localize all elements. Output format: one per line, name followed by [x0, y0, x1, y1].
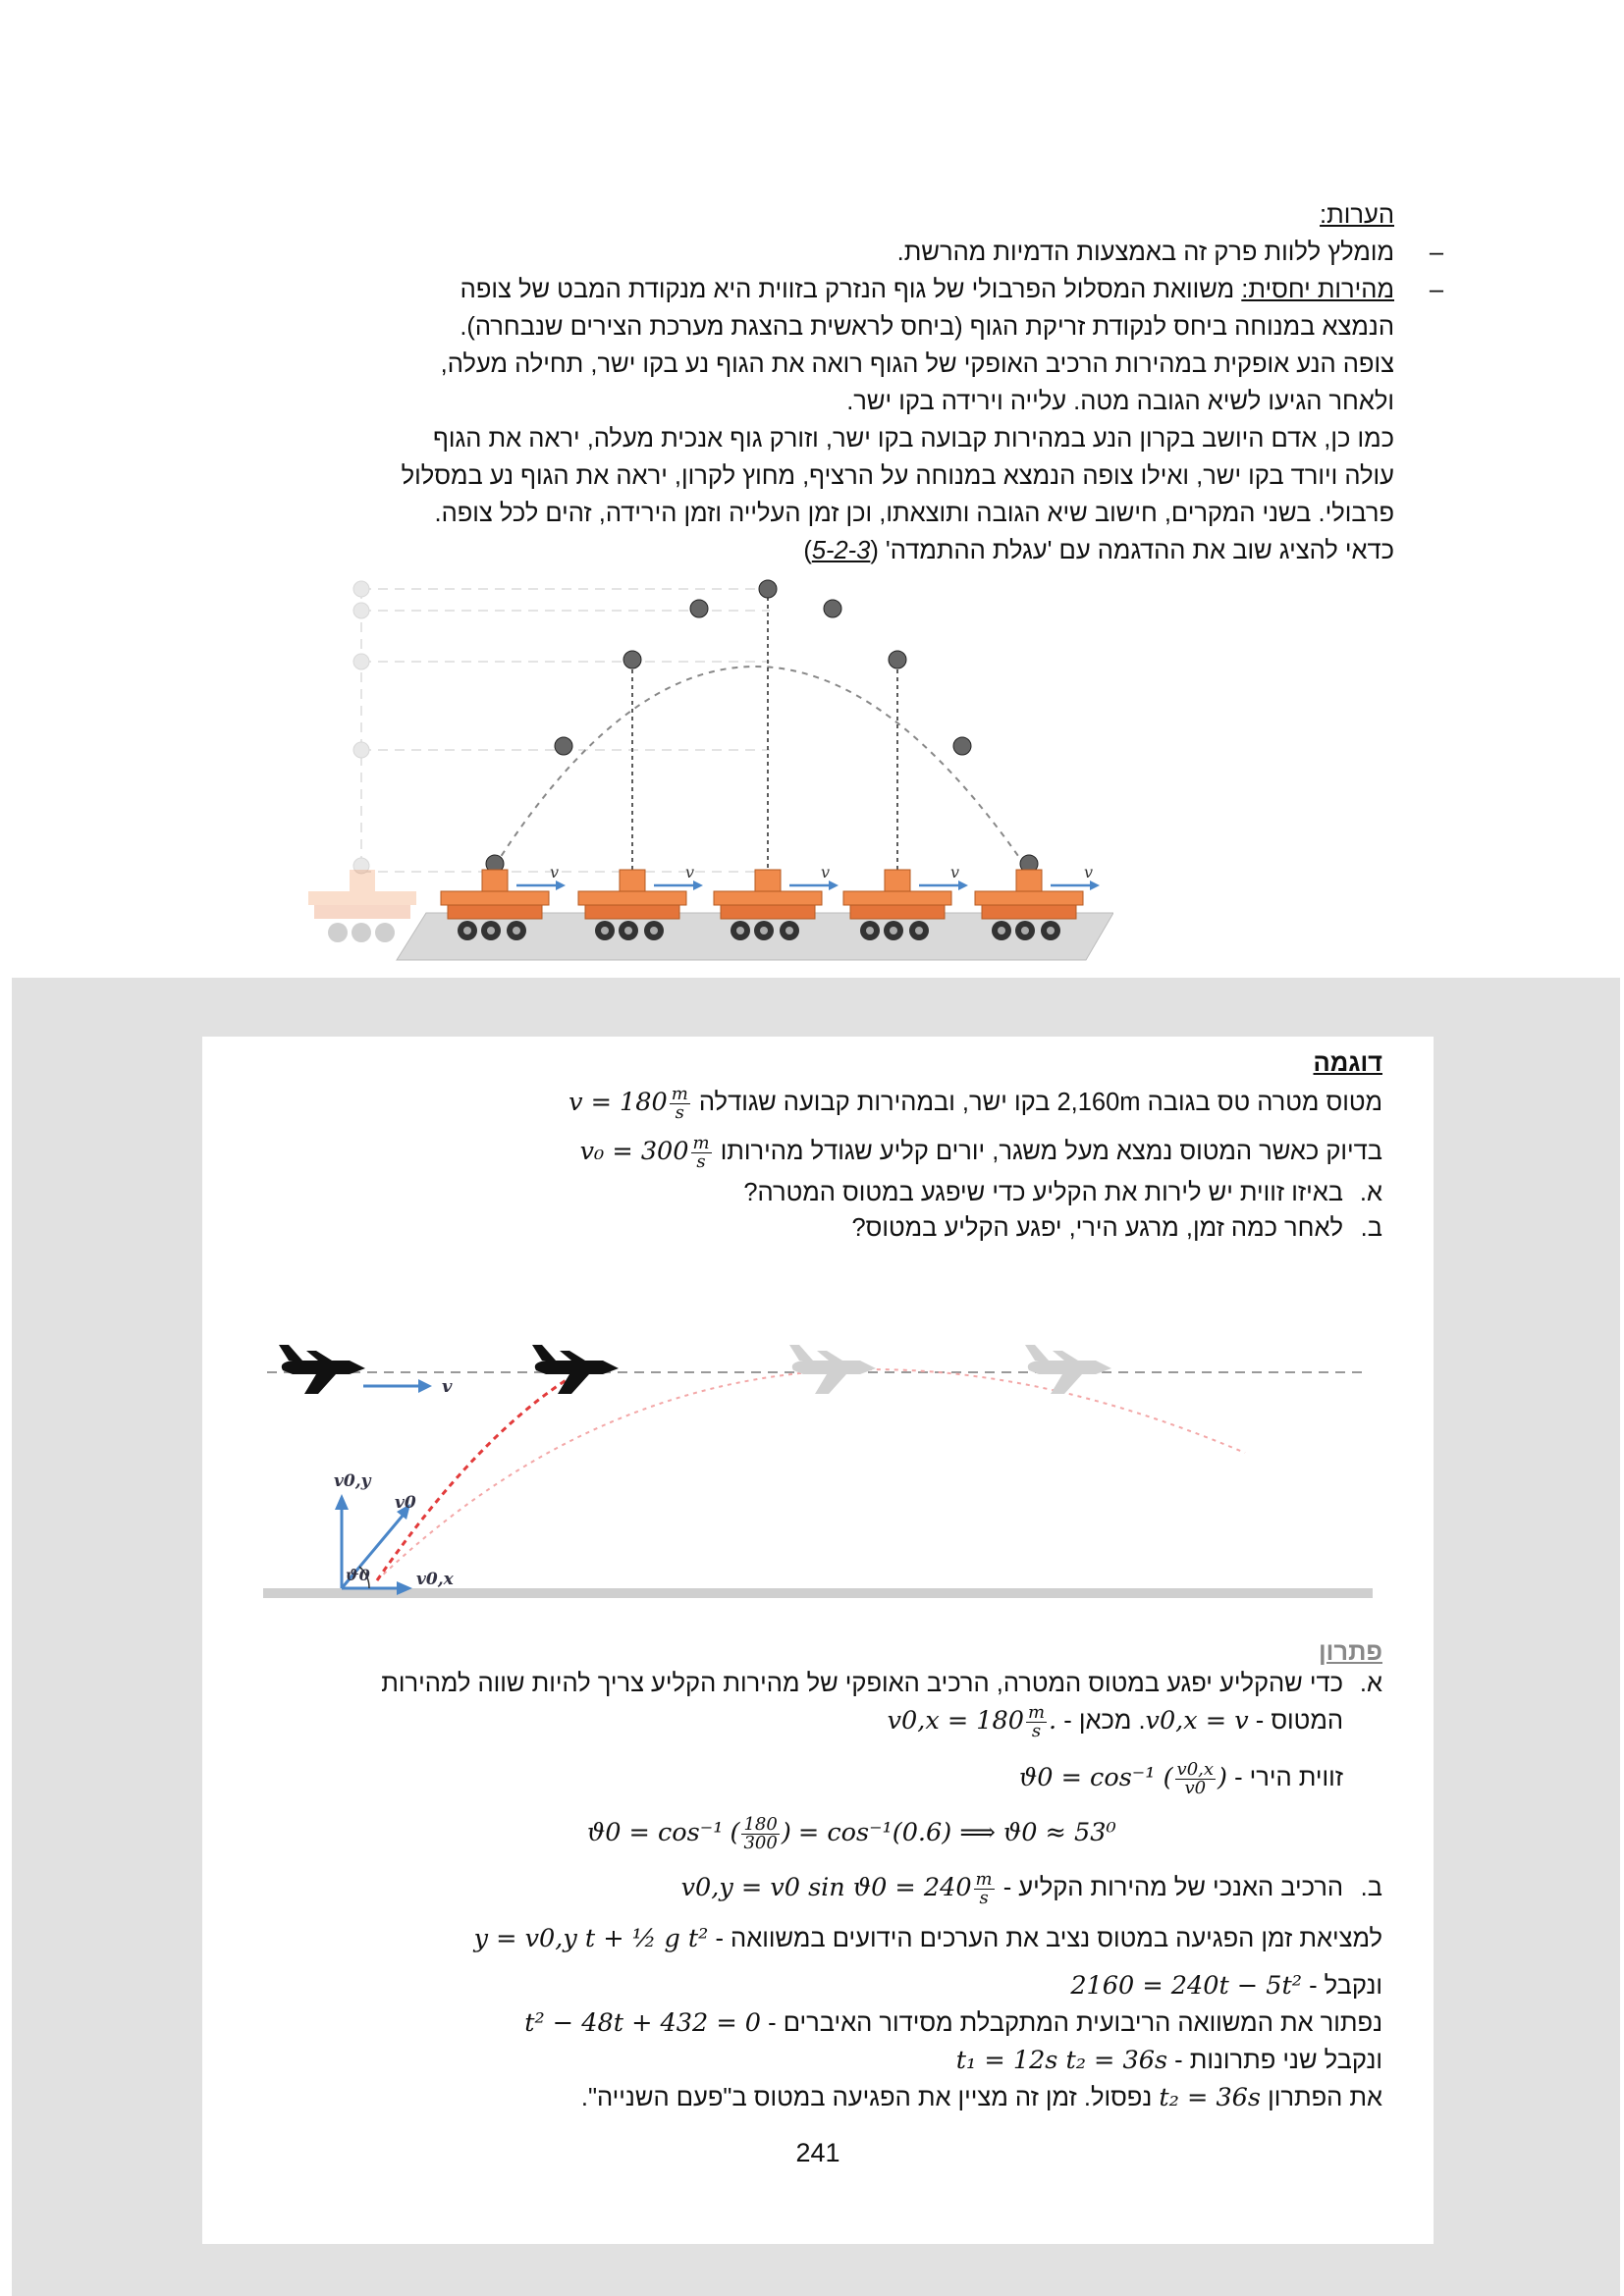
reject-pre-text: את הפתרון — [1268, 2084, 1382, 2111]
para-line-4-text: כדאי להציג שוב את ההדגמה עם 'עגלת ההתמדה' ( — [870, 537, 1394, 564]
question-b-text: לאחר כמה זמן, מרגע הירי, יפגע הקליע במטוס? — [851, 1214, 1343, 1242]
bullet-2-line-3: צופה הנע אופקית במהירות הרכיב האופקי של הגוף רואה את הגוף נע בקו ישר, תחילה מעלה, — [440, 350, 1394, 378]
question-b — [851, 1209, 1382, 1247]
ball — [623, 651, 641, 668]
para-line-4 — [803, 532, 1394, 569]
angle-calc-right: = cos⁻¹(0.6) ⟹ ϑ0 ≈ 53⁰ — [797, 1818, 1116, 1847]
velocity-label: v — [550, 863, 560, 881]
solution-b-line-4 — [524, 2004, 1382, 2042]
speed-value: v = 180 — [568, 1088, 668, 1117]
notes-heading: הערות: — [1320, 201, 1394, 229]
v0-label: v0 — [395, 1493, 416, 1513]
quadratic-equation: t² − 48t + 432 = 0 — [524, 2008, 762, 2038]
substituted-equation: 2160 = 240t − 5t² — [1070, 1971, 1302, 2001]
solution-angle-line — [1019, 1759, 1343, 1797]
example-card — [202, 1037, 1434, 2244]
hence-text: . מכאן - — [1063, 1707, 1146, 1735]
muzzle-speed-value: v₀ = 300 — [579, 1137, 689, 1166]
plane-speed-text: המטוס - — [1255, 1707, 1343, 1735]
rejected-solution: t₂ = 36s — [1159, 2083, 1261, 2112]
para-line-2: עולה ויורד בקו ישר, ואילו צופה הנמצא במנוחה על הרציף, מחוץ לקרון, יראה את הגוף נע במסלול — [401, 462, 1394, 490]
plane-figure — [263, 1276, 1373, 1628]
dash-bullet: – — [1429, 239, 1443, 266]
ground — [263, 1588, 1373, 1598]
solution-a-line-1 — [381, 1665, 1382, 1702]
example-line-1-text: מטוס מטרה טס בגובה 2,160m בקו ישר, ובמהירות קבועה שגודלה — [698, 1089, 1382, 1116]
dash-bullet: – — [1429, 276, 1443, 303]
para-line-3: פרבולי. בשני המקרים, חישוב שיא הגובה ותוצאתו, וכן זמן העלייה וזמן הירידה, זהים לכל צופה. — [434, 500, 1394, 527]
example-line-1-math — [568, 1083, 692, 1123]
question-a-label: א. — [1359, 1179, 1382, 1206]
relative-velocity-label: מהירות יחסית: — [1241, 276, 1394, 303]
para-close: ) — [803, 537, 812, 564]
angle-calc-den: 300 — [743, 1832, 778, 1853]
angle-calc-num: 180 — [743, 1813, 778, 1835]
unit-den: s — [979, 1887, 989, 1908]
reject-post-text: נפסול. זמן זה מציין את הפגיעה במטוס ב"פעם השנייה". — [580, 2084, 1153, 2111]
angle-formula: ϑ0 = cos⁻¹ ( $\frac{v0,x}{v0}$ ) — [1019, 1758, 1227, 1798]
ball — [555, 737, 572, 755]
question-b-label: ב. — [1360, 1214, 1382, 1242]
v0y-label: v0,y — [334, 1471, 371, 1491]
notes-bullet-2-line-1 — [460, 271, 1394, 308]
obtain-text: ונקבל - — [1309, 1972, 1382, 2000]
example-line-2-text: בדיוק כאשר המטוס נמצא מעל משגר, יורים קליע שגודל מהירותו — [720, 1138, 1382, 1165]
angle-num: v0,x — [1176, 1758, 1215, 1780]
solution-b-line-1 — [681, 1869, 1382, 1907]
vertical-component-text: הרכיב האנכי של מהירות הקליע - — [1002, 1874, 1343, 1901]
ball — [953, 737, 971, 755]
example-line-2-math — [579, 1132, 714, 1172]
angle-calc-left: ϑ0 = cos⁻¹ — [587, 1818, 724, 1847]
angle-formula-text: ϑ0 = cos⁻¹ — [1019, 1763, 1156, 1792]
solution-b-label: ב. — [1360, 1874, 1382, 1901]
vertical-component-math — [680, 1868, 997, 1908]
ball — [690, 600, 708, 617]
bullet-2-line-1: משוואת המסלול הפרבולי של גוף הנזרק בזווית היא מנקודת המבט של צופה — [460, 276, 1235, 303]
unit-den: s — [675, 1101, 684, 1123]
example-heading: דוגמה — [1313, 1049, 1382, 1077]
plane-velocity-label: v — [442, 1376, 453, 1397]
solution-b-line-2 — [474, 1920, 1382, 1957]
theta0-label: ϑ0 — [346, 1566, 370, 1584]
question-a-text: באיזו זווית יש לירות את הקליע כדי שיפגע במטוס המטרה? — [743, 1179, 1343, 1206]
unit-num: m — [671, 1083, 688, 1104]
angle-den: v0 — [1184, 1777, 1207, 1798]
reference-link[interactable]: 5-2-3 — [811, 537, 871, 564]
position-equation: y = v0,y t + ½ g t² — [473, 1924, 709, 1953]
v0x-value: v0,x = 180 — [887, 1706, 1024, 1735]
example-line-2 — [580, 1133, 1382, 1171]
cart-figure — [259, 575, 1113, 964]
solution-a-label: א. — [1359, 1670, 1382, 1697]
equation-v0x-equals-v: v0,x = v — [1145, 1706, 1249, 1735]
page-number: 241 — [795, 2138, 840, 2167]
two-solutions-text: ונקבל שני פתרונות - — [1174, 2047, 1382, 2074]
example-line-1 — [568, 1084, 1382, 1122]
unit-num: m — [1027, 1701, 1046, 1723]
velocity-label: v — [1084, 863, 1094, 881]
bullet-2-line-2: הנמצא במנוחה ביחס לנקודת זריקת הגוף (ביחס לראשית בהצגת מערכת הצירים שנבחרה). — [460, 313, 1394, 341]
unit-num: m — [692, 1132, 710, 1153]
substitute-text: למציאת זמן הפגיעה במטוס נציב את הערכים הידועים במשוואה - — [715, 1925, 1382, 1952]
unit-num: m — [975, 1868, 993, 1890]
solution-a-line-2 — [888, 1702, 1343, 1740]
bullet-2-line-4: ולאחר הגיעו לשיא הגובה מטה. עלייה וירידה בקו ישר. — [846, 388, 1394, 415]
question-a — [743, 1174, 1382, 1211]
velocity-label: v — [821, 863, 831, 881]
ball — [759, 580, 777, 598]
notes-bullet-1 — [897, 234, 1394, 271]
unit-den: s — [1031, 1720, 1042, 1741]
solution-heading: פתרון — [1318, 1638, 1382, 1666]
equation-v0x-value: v0,x = 180 $\frac{m}{s}$ . — [887, 1701, 1057, 1741]
solution-b-line-5 — [956, 2042, 1382, 2079]
angle-calculation: ϑ0 = cos⁻¹ ( $\frac{180}{300}$ ) = cos⁻¹(0.6) ⟹ ϑ0 ≈ 53⁰ — [587, 1813, 1116, 1853]
para-line-1: כמו כן, אדם היושב בקרון הנע במהירות קבועה בקו ישר, וזורק גוף אנכית מעלה, יראה את הגוף — [432, 425, 1394, 453]
solution-a-text: כדי שהקליע יפגע במטוס המטרה, הרכיב האופקי של מהירות הקליע צריך להיות שווה למהירות — [381, 1670, 1343, 1697]
bullet-1-text: מומלץ ללוות פרק זה באמצעות הדמיות מהרשת. — [896, 239, 1394, 266]
unit-den: s — [696, 1150, 706, 1172]
v0y-value: v0,y = v0 sin ϑ0 = 240 — [680, 1873, 972, 1902]
quadratic-text: נפתור את המשוואה הריבועית המתקבלת מסידור האיברים - — [768, 2009, 1382, 2037]
angle-label: זווית הירי - — [1234, 1764, 1343, 1791]
velocity-label: v — [950, 863, 960, 881]
v0x-label: v0,x — [416, 1570, 454, 1589]
solution-b-line-6 — [581, 2079, 1382, 2116]
ball — [824, 600, 841, 617]
velocity-label: v — [685, 863, 695, 881]
solution-b-line-3 — [1070, 1967, 1382, 2004]
ball — [889, 651, 906, 668]
solutions-values: t₁ = 12s t₂ = 36s — [955, 2046, 1168, 2075]
